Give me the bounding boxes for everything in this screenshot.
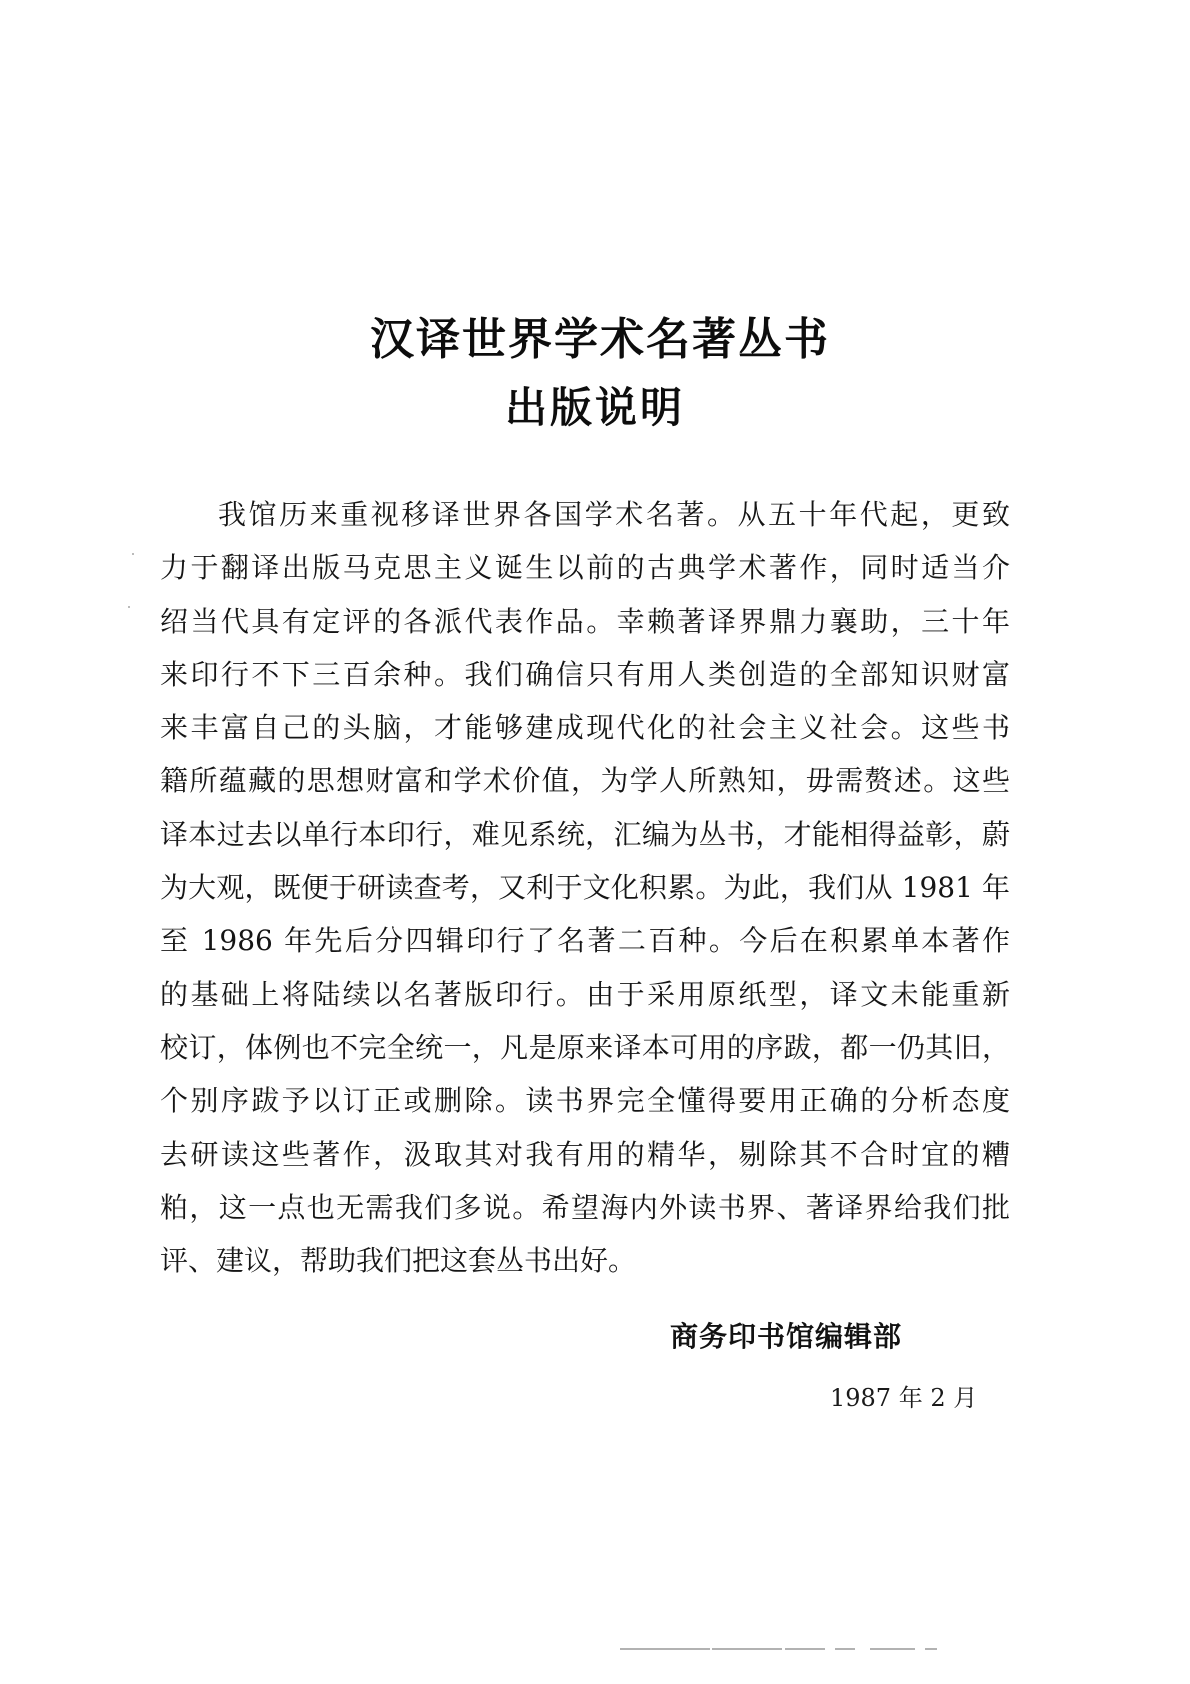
scan-artifact xyxy=(870,1648,915,1650)
scan-artifact xyxy=(785,1648,825,1650)
scan-artifact xyxy=(712,1648,782,1650)
paragraph-line: 我馆历来重视移译世界各国学术名著。从五十年代起，更致 xyxy=(218,498,1010,531)
paragraph-line: 为大观，既便于研读查考，又利于文化积累。为此，我们从 1981 年 xyxy=(160,871,1010,905)
paragraph-line: 的基础上将陆续以名著版印行。由于采用原纸型，译文未能重新 xyxy=(160,977,1010,1011)
paragraph-line: 来丰富自己的头脑，才能够建成现代化的社会主义社会。这些书 xyxy=(160,711,1010,745)
paragraph-line: 至 1986 年先后分四辑印行了名著二百种。今后在积累单本著作 xyxy=(160,924,1010,958)
paragraph-line: 来印行不下三百余种。我们确信只有用人类创造的全部知识财富 xyxy=(160,657,1010,691)
paragraph-line: 绍当代具有定评的各派代表作品。幸赖著译界鼎力襄助，三十年 xyxy=(160,604,1010,638)
paragraph-line: 评、建议，帮助我们把这套丛书出好。 xyxy=(160,1244,637,1278)
page-title: 出版说明 xyxy=(504,383,685,432)
publisher-signature: 商务印书馆编辑部 xyxy=(670,1320,903,1353)
scan-artifact xyxy=(132,553,134,555)
scan-artifact xyxy=(620,1648,710,1650)
body-text xyxy=(160,488,1010,1287)
paragraph-line: 籍所蕴藏的思想财富和学术价值，为学人所熟知，毋需赘述。这些 xyxy=(160,764,1010,798)
paragraph-line: 校订，体例也不完全统一，凡是原来译本可用的序跋，都一仍其旧， xyxy=(160,1030,1010,1064)
paragraph-line: 粕，这一点也无需我们多说。希望海内外读书界、著译界给我们批 xyxy=(160,1190,1010,1224)
scan-artifact xyxy=(835,1648,855,1650)
paragraph-line: 个别序跋予以订正或删除。读书界完全懂得要用正确的分析态度 xyxy=(160,1084,1010,1118)
publication-date: 1987 年 2 月 xyxy=(830,1384,978,1412)
paragraph-line: 去研读这些著作，汲取其对我有用的精华，剔除其不合时宜的糟 xyxy=(160,1137,1010,1171)
paragraph-line: 力于翻译出版马克思主义诞生以前的古典学术著作，同时适当介 xyxy=(160,551,1010,585)
scan-artifact xyxy=(925,1648,937,1650)
paragraph-line: 译本过去以单行本印行，难见系统，汇编为丛书，才能相得益彰，蔚 xyxy=(160,817,1010,851)
series-title: 汉译世界学术名著丛书 xyxy=(370,314,830,365)
scan-artifact xyxy=(128,606,130,608)
